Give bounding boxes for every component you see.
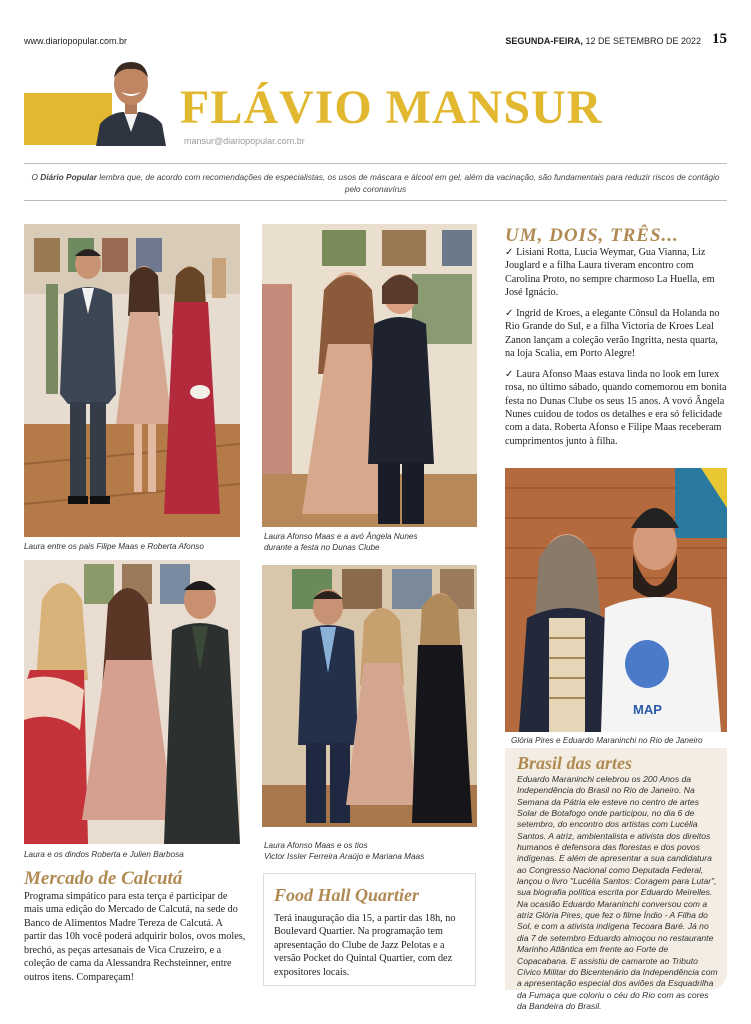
- caption-photo-1: Laura entre os pais Filipe Maas e Roberta Afonso: [24, 542, 204, 551]
- caption-photo-2: Laura Afonso Maas e a avó Ângela Nunes durante a festa no Dunas Clube: [264, 532, 418, 553]
- divider-bottom: [24, 200, 727, 201]
- photo-laura-grandmother: [262, 224, 477, 527]
- section-title-food-hall: Food Hall Quartier: [274, 885, 420, 905]
- columnist-email[interactable]: mansur@diariopopular.com.br: [184, 136, 305, 146]
- divider-top: [24, 163, 727, 164]
- caption-photo-4: [264, 840, 477, 862]
- columnist-portrait: [96, 54, 166, 146]
- section-title-um-dois-tres: UM, DOIS, TRÊS...: [505, 225, 679, 246]
- caption-photo-3: Laura e os dindos Roberta e Julien Barbosa: [24, 850, 184, 859]
- date: 12 DE SETEMBRO DE 2022: [585, 36, 701, 46]
- um-dois-tres-body: [505, 246, 727, 455]
- food-hall-body: Terá inauguração dia 15, a partir das 18h, no Boulevard Quartier. Na programação tem apresentação do Clube de Jazz Pelotas e a versão Pocket do Quintal Quartier, com dez expositores locais.: [274, 913, 456, 978]
- food-hall-box: [263, 873, 476, 986]
- photo-gloria-eduardo: [505, 468, 727, 732]
- um-dois-tres-item: ✓ Laura Afonso Maas estava linda no look em lurex rosa, no último sábado, quando comemorou em bonita festa no Dunas Clube os seus 15 anos. A vovó Ângela Nunes cuidou de todos os detalhes e era só felicidade com a data. Roberta Afonso e Filipe Maas receberam cumprimentos junto à filha.: [505, 368, 727, 447]
- um-dois-tres-item: ✓ Lisiani Rotta, Lucia Weymar, Gua Vianna, Liz Jouglard e a filha Laura tiveram encontro com Carolina Proto, no sempre charmoso La Huella, em José Ignácio.: [505, 247, 715, 299]
- notice-lead: O: [31, 172, 38, 182]
- photo-laura-godparents: [24, 560, 240, 844]
- weekday: SEGUNDA-FEIRA,: [505, 36, 583, 46]
- caption-photo-4-line-1: Laura Afonso Maas e os tios: [264, 841, 368, 850]
- dateline: [505, 36, 701, 46]
- caption-photo-4-line-2: Victor Issler Ferreira Araújo e Mariana Maas: [264, 852, 425, 862]
- caption-photo-5: Glória Pires e Eduardo Maraninchi no Rio de Janeiro: [511, 736, 703, 745]
- section-title-mercado: Mercado de Calcutá: [24, 868, 183, 889]
- mercado-body: Programa simpático para esta terça é participar de mais uma edição do Mercado de Calcutá, na sede do Banco de Alimentos Madre Tereza de Calcutá. A partir das 10h você poderá adquirir bolos, ovos moles, brechó, as peças artesanais de Vica Cruzeiro, e a coleção de cama da Alessandra Rechsteinner, entre outros itens. Compareçam!: [24, 891, 246, 983]
- photo-laura-parents: [24, 224, 240, 537]
- brasil-body: Eduardo Maraninchi celebrou os 200 Anos da Independência do Brasil no Rio de Janeiro. Na Semana da Pátria ele esteve no centro de artes Solar de Botafogo onde participou, no dia 6 de setembro, do encontro dos artistas com Lucélia Santos. A atriz, ambientalista e ativista dos direitos humanos é defensora das florestas e dos povos indígenas. E além de apresentar a sua candidatura ao Congresso Nacional como Deputada Federal, lançou o livro "Lucélia Santos: Coragem para Lutar", sua biografia política escrita por Eduardo Meirelles. Na ocasião Eduardo Maraninchi conversou com a atriz Glória Pires, que fez o filme Índio - A Filha do Sol, e com a ativista indígena Tecoara Baré. Já no dia 7 de setembro Eduardo almoçou no restaurante Marinho Atlântica em frente ao Forte de Copacabana. E assistiu de camarote ao Tributo Cívico Militar do Bicentenário da Independência com a apresentação especial dos aviões da Esquadrilha da Fumaça que coloriu o céu do Rio com as cores da Bandeira do Brasil.: [517, 774, 718, 1011]
- shirt-text: MAP: [633, 702, 662, 717]
- site-url: www.diariopopular.com.br: [24, 36, 128, 46]
- page-number: 15: [712, 31, 727, 47]
- health-notice: [24, 172, 727, 195]
- photo-laura-aunt-uncle: [262, 565, 477, 827]
- section-title-brasil: Brasil das artes: [517, 753, 633, 773]
- column-name: FLÁVIO MANSUR: [180, 81, 603, 134]
- notice-text: lembra que, de acordo com recomendações de especialistas, os usos de máscara e álcool em gel, além da vacinação, são fundamentais para reduzir riscos de contágio pelo coronavírus: [99, 172, 720, 194]
- um-dois-tres-item: ✓ Ingrid de Kroes, a elegante Cônsul da Holanda no Rio Grande do Sul, e a filha Victoria de Kroes Leal Zanon lançam a coleção verão Ingritta, nesta quarta, na loja Scalia, em Porto Alegre!: [505, 307, 720, 360]
- brasil-box: [505, 748, 727, 1011]
- notice-brand: Diário Popular: [40, 172, 97, 182]
